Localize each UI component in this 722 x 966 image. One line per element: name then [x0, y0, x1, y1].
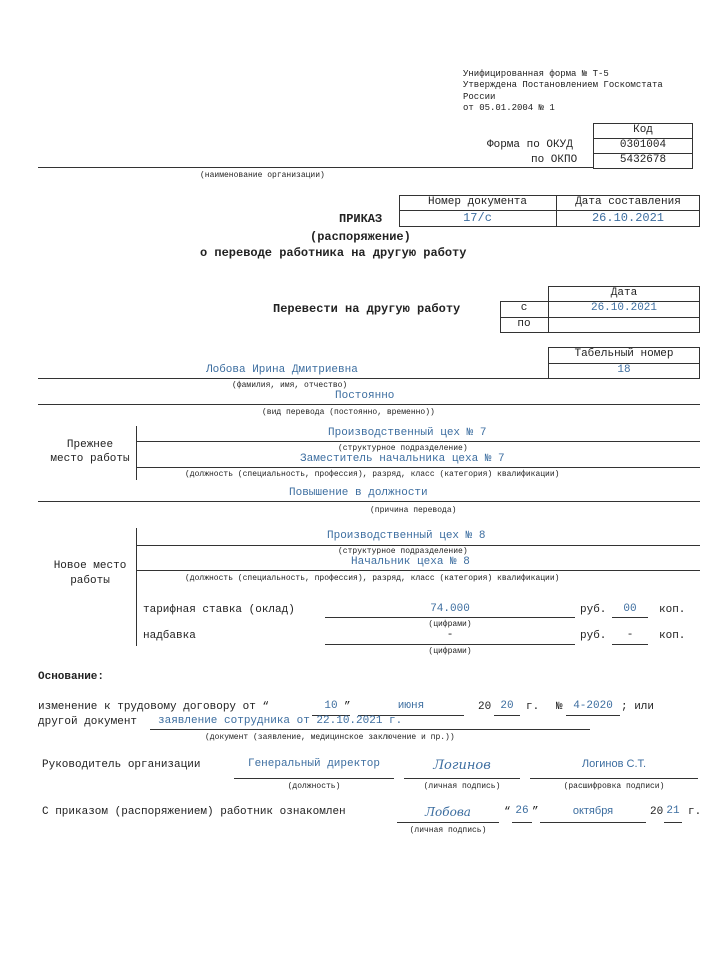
bonus-digits-caption: (цифрами) — [428, 647, 472, 656]
rate-label: тарифная ставка (оклад) — [143, 604, 295, 616]
basis-title: Основание: — [38, 671, 105, 683]
doc-number-header: Номер документа — [427, 196, 528, 208]
prev-department-caption: (структурное подразделение) — [338, 444, 468, 453]
transfer-label: Перевести на другую работу — [273, 302, 461, 316]
ack-quote-close: ” — [532, 806, 539, 818]
head-position: Генеральный директор — [247, 758, 381, 770]
prev-place-label-2: место работы — [50, 453, 130, 465]
reason-value: Повышение в должности — [289, 487, 428, 499]
okud-value: 0301004 — [619, 139, 667, 151]
doc-title: ПРИКАЗ — [339, 212, 383, 226]
doc-heading: о переводе работника на другую работу — [200, 246, 467, 260]
form-approval-date: от 05.01.2004 № 1 — [463, 103, 555, 113]
head-name: Логинов С.Т. — [581, 758, 647, 770]
bonus-rub-label: руб. — [580, 630, 607, 642]
contract-year-g: г. — [526, 701, 540, 713]
contract-num-sign: № — [556, 701, 563, 713]
prev-position: Заместитель начальника цеха № 7 — [300, 453, 505, 465]
ack-signature: Лобова — [425, 805, 471, 819]
ack-day: 26 — [515, 805, 529, 817]
form-approval-line: Утверждена Постановлением Госкомстата — [463, 80, 663, 90]
head-position-caption: (должность) — [287, 782, 341, 791]
head-sign-caption: (личная подпись) — [423, 782, 501, 791]
other-doc-label: другой документ — [38, 716, 138, 728]
ack-year-suffix: 21 — [666, 805, 680, 817]
doc-date-header: Дата составления — [575, 196, 681, 208]
employee-fio: Лобова Ирина Дмитриевна — [206, 364, 358, 376]
prev-department: Производственный цех № 7 — [328, 427, 487, 439]
kod-header: Код — [633, 124, 653, 136]
tab-number-header: Табельный номер — [574, 348, 674, 360]
ack-label: С приказом (распоряжением) работник ознакомлен — [42, 806, 346, 818]
doc-subtitle: (распоряжение) — [310, 230, 411, 244]
transfer-date-header: Дата — [610, 287, 638, 299]
ack-sign-caption: (личная подпись) — [409, 826, 487, 835]
new-place-label-1: Новое место — [53, 560, 127, 572]
head-name-caption: (расшифровка подписи) — [563, 782, 665, 791]
transfer-kind-caption: (вид перевода (постоянно, временно)) — [262, 408, 435, 417]
okud-label: Форма по ОКУД — [487, 139, 573, 151]
new-department: Производственный цех № 8 — [327, 530, 486, 542]
prev-place-bracket — [136, 426, 137, 480]
ack-year-g: г. — [688, 806, 702, 818]
transfer-kind-line — [38, 404, 700, 405]
fio-caption: (фамилия, имя, отчество) — [232, 381, 348, 390]
okpo-value: 5432678 — [619, 154, 667, 166]
from-label: с — [520, 302, 528, 314]
rate-kop-label: коп. — [659, 604, 686, 616]
new-position: Начальник цеха № 8 — [351, 556, 470, 568]
rate-value: 74.000 — [430, 603, 470, 615]
prev-place-label-1: Прежнее — [66, 439, 114, 451]
form-approval-line-2: России — [463, 92, 496, 102]
reason-line — [38, 501, 700, 502]
fio-line — [38, 378, 548, 379]
contract-number: 4-2020 — [573, 700, 613, 712]
ack-month: октября — [572, 805, 614, 817]
doc-number-value: 17/с — [463, 211, 492, 225]
other-doc-value: заявление сотрудника от 22.10.2021 г. — [158, 715, 403, 727]
head-label: Руководитель организации — [42, 759, 201, 771]
contract-text: изменение к трудовому договору от “ — [38, 701, 270, 713]
contract-year-prefix: 20 — [478, 701, 492, 713]
reason-caption: (причина перевода) — [370, 506, 457, 515]
tab-number-value: 18 — [617, 364, 631, 376]
transfer-kind-value: Постоянно — [335, 390, 395, 402]
head-signature: Логинов — [433, 758, 491, 773]
to-label: по — [517, 318, 531, 330]
ack-year-prefix: 20 — [650, 806, 664, 818]
new-department-caption: (структурное подразделение) — [338, 547, 468, 556]
contract-quote-close: ” — [344, 701, 351, 713]
rate-rub-label: руб. — [580, 604, 607, 616]
form-id-line: Унифицированная форма № Т-5 — [463, 69, 609, 79]
bonus-label: надбавка — [143, 630, 196, 642]
doc-date-value: 26.10.2021 — [591, 211, 664, 225]
contract-year-suffix: 20 — [500, 700, 514, 712]
okpo-label: по ОКПО — [531, 154, 578, 166]
from-date-value: 26.10.2021 — [590, 302, 657, 314]
rate-digits-caption: (цифрами) — [428, 620, 472, 629]
ack-quote-open: “ — [504, 806, 511, 818]
org-name-line — [38, 167, 593, 168]
prev-position-caption: (должность (специальность, профессия), разряд, класс (категория) квалификации) — [185, 470, 560, 479]
bonus-kop-label: коп. — [659, 630, 686, 642]
other-doc-caption: (документ (заявление, медицинское заключение и пр.)) — [205, 733, 455, 742]
new-place-label-2: работы — [70, 575, 110, 587]
rate-kop-value: 00 — [623, 603, 637, 615]
contract-or: ; или — [621, 701, 655, 713]
bonus-value: - — [446, 629, 454, 641]
bonus-kop-value: - — [626, 629, 634, 641]
contract-day: 10 — [324, 700, 338, 712]
org-name-caption: (наименование организации) — [200, 171, 325, 180]
contract-month: июня — [397, 700, 425, 712]
new-position-caption: (должность (специальность, профессия), разряд, класс (категория) квалификации) — [185, 574, 560, 583]
